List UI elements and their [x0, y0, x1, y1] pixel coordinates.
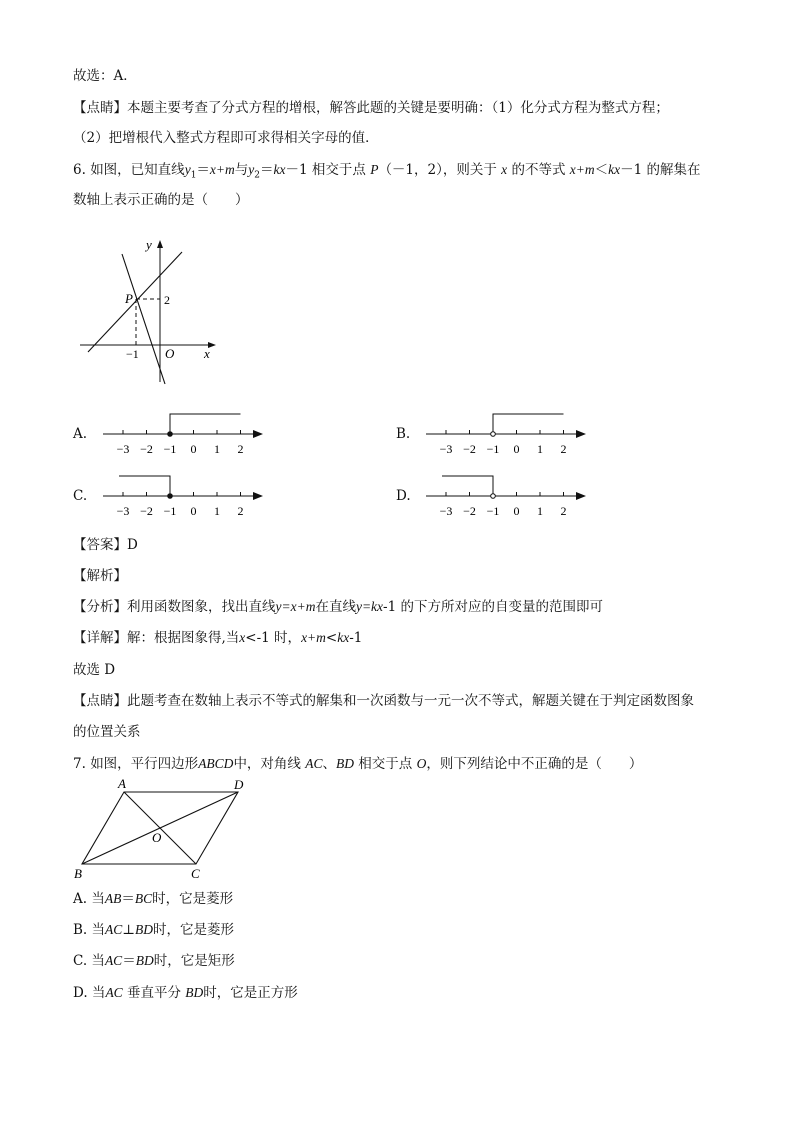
numberline-tick-label: −1: [163, 442, 177, 456]
y-axis-arrow: [157, 240, 163, 248]
opt-expr: AC: [104, 953, 123, 968]
numberline-tick-label: 0: [190, 442, 197, 456]
fenxi-tag: 【分析】: [73, 599, 127, 615]
opt-expr: AC: [105, 985, 123, 1000]
diagonal-BD: [82, 792, 238, 864]
fenxi-text: -1 的下方所对应的自变量的范围即可: [383, 599, 603, 615]
xiangjie-expr: kx: [337, 630, 350, 645]
q6-point: P: [370, 162, 379, 177]
q6-text: ＝: [260, 162, 274, 178]
vertex-D: D: [234, 777, 244, 792]
xiangjie-text: <: [325, 630, 338, 646]
numberline-tick-label: −1: [163, 504, 177, 518]
xiangjie-text: -1: [349, 630, 363, 646]
numberline-tick-label: −3: [116, 442, 130, 456]
opt-text: A. 当: [73, 891, 105, 907]
q6-option-b-label: B.: [396, 426, 411, 442]
numberline-tick-label: −1: [486, 442, 500, 456]
fenxi-expr: y=x+m: [275, 599, 316, 614]
q7-text: ，则下列结论中不正确的是（ ）: [426, 756, 643, 772]
opt-expr: BD: [135, 953, 154, 968]
q6-fenxi: [73, 597, 603, 617]
opt-text: 时，它是矩形: [153, 953, 235, 969]
q6-graph: [72, 232, 232, 392]
q6-text: ＝: [196, 162, 210, 178]
q7-expr: O: [416, 756, 427, 771]
opt-text: ＝: [122, 953, 136, 969]
q6-text: －1 相交于点: [285, 162, 366, 178]
xiangjie-tag: 【详解】: [73, 630, 127, 646]
numberline-tick-label: 2: [560, 442, 567, 456]
numberline-tick-label: −2: [463, 442, 476, 456]
q6-number: 6.: [73, 162, 86, 178]
opt-text: ＝: [121, 891, 135, 907]
numberline-tick-label: −2: [140, 442, 153, 456]
numberline-tick-label: −2: [463, 504, 476, 518]
opt-text: 垂直平分: [127, 985, 181, 1001]
q6-expr: x+m: [209, 162, 235, 177]
numberline-tick-label: −3: [116, 504, 130, 518]
q7-text: 、: [322, 756, 336, 772]
fenxi-text: 利用函数图象，找出直线: [127, 599, 276, 615]
q6-expr: kx: [608, 162, 621, 177]
two-label: 2: [164, 293, 170, 307]
line-y2: [122, 254, 165, 384]
numberline-tick-label: 1: [537, 442, 543, 456]
q6-dianjing-2: 的位置关系: [73, 724, 141, 740]
vertex-C: C: [191, 866, 200, 881]
q6-option-d-label: D.: [396, 488, 411, 504]
prev-choice: 故选：A．: [73, 68, 137, 84]
q7-text: 相交于点: [358, 756, 413, 772]
q6-dianjing-1: [73, 691, 694, 711]
q6-text: 如图，已知直线: [90, 162, 185, 178]
opt-text: B. 当: [73, 922, 106, 938]
numberline-tick-label: −2: [140, 504, 153, 518]
solution-ray: [442, 476, 493, 496]
numberline-tick-label: 0: [513, 442, 520, 456]
q6-text: ＜: [594, 162, 609, 178]
answer-value: D: [127, 537, 138, 553]
q6-analysis: 【解析】: [73, 568, 127, 584]
q7-text: 如图，平行四边形: [90, 756, 199, 772]
fenxi-text: 在直线: [315, 599, 356, 615]
xiangjie-expr: x: [239, 630, 246, 645]
q6-expr: x+m: [569, 162, 595, 177]
opt-expr: BD: [185, 985, 204, 1000]
xiangjie-text: <-1 时，: [245, 630, 302, 646]
numberline-tick-label: 2: [237, 504, 244, 518]
q6-stem-line2: 数轴上表示正确的是（ ）: [73, 192, 249, 208]
q6-option-b-numberline[interactable]: [424, 404, 624, 464]
numberline-tick-label: 1: [214, 504, 220, 518]
numberline-arrow: [253, 430, 263, 438]
q6-text: 与: [234, 162, 249, 178]
opt-expr: AB: [104, 891, 122, 906]
O-label: O: [165, 346, 175, 361]
opt-expr: BC: [134, 891, 153, 906]
dianjing-text: 此题考查在数轴上表示不等式的解集和一次函数与一元一次不等式，解题关键在于判定函数图象: [127, 693, 694, 709]
numberline-tick-label: 1: [537, 504, 543, 518]
numberline-tick-label: 2: [237, 442, 244, 456]
opt-text: ⊥: [122, 922, 135, 938]
opt-text: D. 当: [73, 985, 106, 1001]
opt-text: 时，它是正方形: [203, 985, 298, 1001]
neg-one-label: −1: [126, 347, 139, 361]
prev-comment-line2: （2）把增根代入整式方程即可求得相关字母的值．: [73, 130, 379, 146]
prev-comment-line1: [73, 98, 669, 118]
numberline-tick-label: −3: [439, 442, 453, 456]
dianjing-tag: 【点睛】: [73, 693, 127, 709]
q6-expr: kx: [273, 162, 286, 177]
opt-expr: AC: [105, 922, 123, 937]
q7-parallelogram: [72, 776, 252, 886]
numberline-tick-label: 0: [190, 504, 197, 518]
q7-number: 7.: [73, 756, 86, 772]
q6-xiangjie: [73, 628, 362, 648]
P-label: P: [125, 291, 133, 306]
closed-point: [168, 494, 173, 499]
comment-tag: 【点睛】: [73, 100, 127, 116]
answer-tag: 【答案】: [73, 537, 127, 553]
q6-option-c-numberline[interactable]: [101, 466, 301, 526]
vertex-B: B: [74, 866, 82, 881]
q7-option-a: [73, 889, 233, 909]
fenxi-expr: y=kx: [355, 599, 384, 614]
q7-expr: ABCD: [198, 756, 234, 771]
q7-stem: [73, 754, 642, 774]
q6-stem-line1: [73, 160, 701, 186]
q6-var: y: [184, 162, 191, 177]
q7-text: 中，对角线: [233, 756, 301, 772]
numberline-tick-label: 1: [214, 442, 220, 456]
y-label: y: [146, 237, 152, 252]
numberline-tick-label: 2: [560, 504, 567, 518]
xiangjie-expr: x+m: [301, 630, 326, 645]
numberline-tick-label: 0: [513, 504, 520, 518]
q7-expr: AC: [305, 756, 323, 771]
q6-option-c-label: C.: [73, 488, 88, 504]
numberline-tick-label: −3: [439, 504, 453, 518]
q6-sub: 1: [190, 170, 197, 181]
solution-ray: [493, 414, 564, 434]
opt-text: C. 当: [73, 953, 105, 969]
x-label: x: [204, 346, 210, 361]
closed-point: [168, 432, 173, 437]
solution-ray: [119, 476, 170, 496]
q7-option-b: [73, 920, 234, 940]
center-O: O: [152, 830, 162, 845]
q7-expr: BD: [336, 756, 354, 771]
q6-text: （－1，2），则关于: [378, 162, 497, 178]
q7-option-d: [73, 983, 298, 1003]
q6-var: y: [248, 162, 255, 177]
q6-var: x: [501, 162, 508, 177]
numberline-arrow: [576, 492, 586, 500]
numberline-arrow: [576, 430, 586, 438]
open-point: [491, 494, 496, 499]
numberline-arrow: [253, 492, 263, 500]
open-point: [491, 432, 496, 437]
numberline-tick-label: −1: [486, 504, 500, 518]
q6-text: －1 的解集在: [620, 162, 701, 178]
q6-option-a-numberline[interactable]: [101, 404, 301, 464]
xiangjie-text: 解：根据图象得,当: [127, 630, 240, 646]
q6-option-d-numberline[interactable]: [424, 466, 624, 526]
opt-text: 时，它是菱形: [152, 922, 234, 938]
q6-text: 的不等式: [511, 162, 566, 178]
q6-sub: 2: [254, 170, 261, 181]
vertex-A: A: [118, 776, 126, 791]
comment-text: 本题主要考查了分式方程的增根，解答此题的关键是要明确：（1）化分式方程为整式方程；: [127, 100, 669, 116]
q6-choice: 故选 D: [73, 662, 116, 678]
q6-option-a-label: A.: [73, 426, 88, 442]
opt-text: 时，它是菱形: [152, 891, 234, 907]
solution-ray: [170, 414, 241, 434]
opt-expr: BD: [134, 922, 153, 937]
q6-answer: [73, 535, 138, 555]
q7-option-c: [73, 951, 235, 971]
